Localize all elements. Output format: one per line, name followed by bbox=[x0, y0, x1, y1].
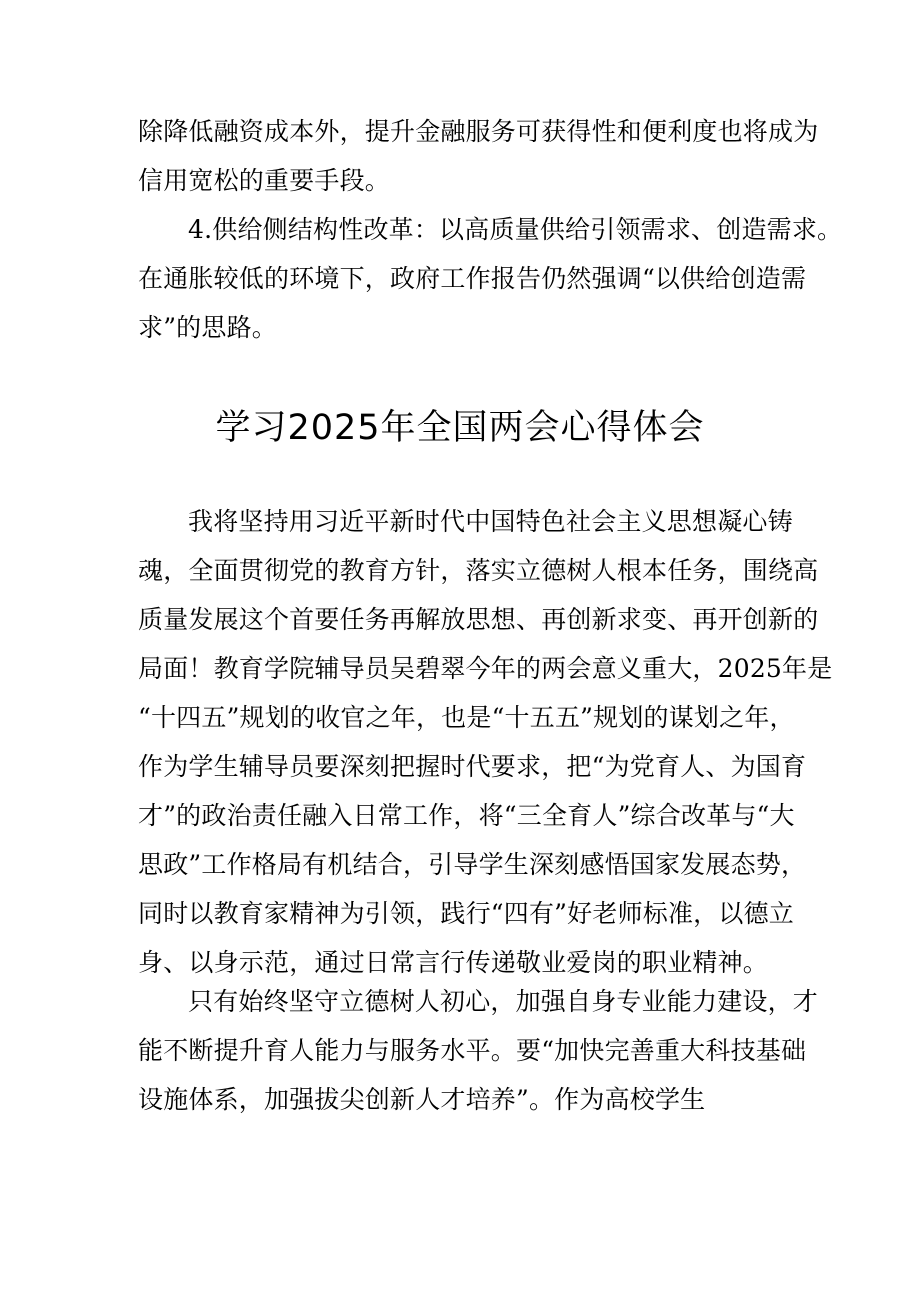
text-line: 在通胀较低的环境下，政府工作报告仍然强调“以供给创造需 bbox=[138, 264, 807, 293]
text-line: 4.供给侧结构性改革：以高质量供给引领需求、创造需求。 bbox=[188, 215, 843, 244]
top-section-text bbox=[138, 107, 843, 352]
text-line: 局面！教育学院辅导员吴碧翠今年的两会意义重大，2025年是 bbox=[138, 654, 833, 683]
text-line: 同时以教育家精神为引领，践行“四有”好老师标准，以德立 bbox=[138, 899, 794, 928]
text-line: 除降低融资成本外，提升金融服务可获得性和便利度也将成为 bbox=[138, 117, 819, 146]
text-line: 身、以身示范，通过日常言行传递敬业爱岗的职业精神。 bbox=[138, 948, 769, 977]
text-line: 魂，全面贯彻党的教育方针，落实立德树人根本任务，围绕高 bbox=[138, 556, 819, 585]
text-line: 信用宽松的重要手段。 bbox=[138, 166, 391, 195]
text-line: 设施体系，加强拔尖创新人才培养”。作为高校学生 bbox=[138, 1085, 706, 1114]
document-title: 学习2025年全国两会心得体会 bbox=[215, 408, 705, 448]
paragraph-1 bbox=[138, 497, 833, 987]
text-line: 求”的思路。 bbox=[138, 313, 277, 342]
text-line: 质量发展这个首要任务再解放思想、再创新求变、再开创新的 bbox=[138, 605, 819, 634]
text-line: 作为学生辅导员要深刻把握时代要求，把“为党育人、为国育 bbox=[138, 752, 807, 781]
text-line: 只有始终坚守立德树人初心，加强自身专业能力建设，才 bbox=[188, 987, 819, 1016]
text-line: 思政”工作格局有机结合，引导学生深刻感悟国家发展态势， bbox=[138, 850, 807, 879]
text-line: 能不断提升育人能力与服务水平。要“加快完善重大科技基础 bbox=[138, 1036, 807, 1065]
text-line: 我将坚持用习近平新时代中国特色社会主义思想凝心铸 bbox=[188, 507, 793, 536]
text-line: “十四五”规划的收官之年，也是“十五五”规划的谋划之年， bbox=[138, 703, 795, 732]
paragraph-2 bbox=[138, 977, 818, 1124]
text-line: 才”的政治责任融入日常工作，将“三全育人”综合改革与“大 bbox=[138, 801, 795, 830]
